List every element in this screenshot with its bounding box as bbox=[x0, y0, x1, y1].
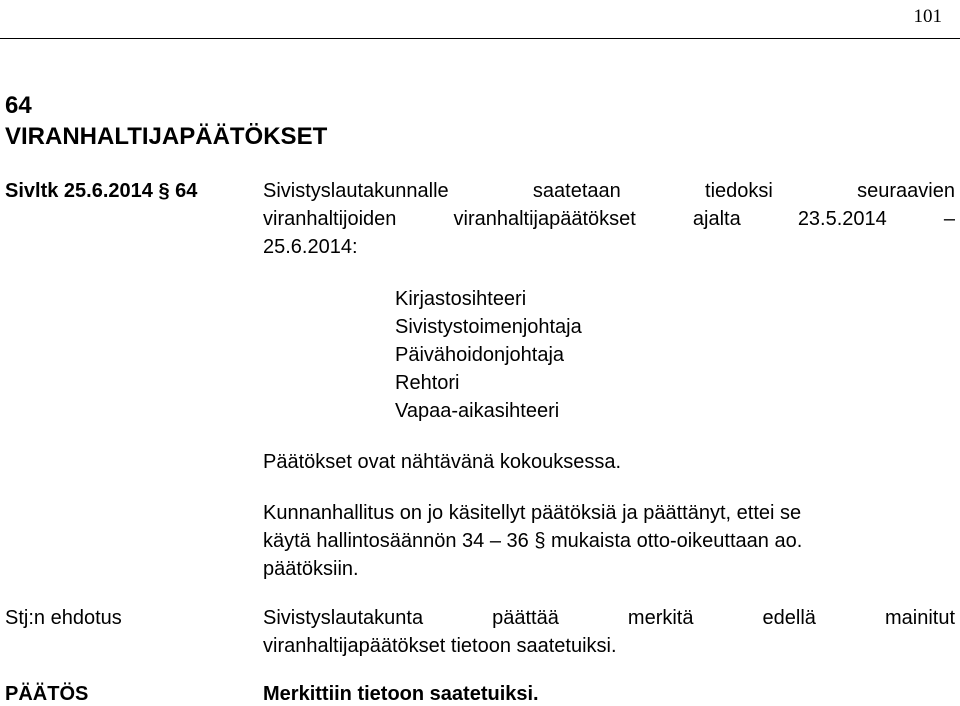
official-item: Sivistystoimenjohtaja bbox=[395, 316, 582, 338]
proposal-word: edellä bbox=[762, 607, 816, 629]
intro-word: 23.5.2014 bbox=[797, 208, 887, 230]
intro-line-3: 25.6.2014: bbox=[263, 236, 358, 258]
intro-word: viranhaltijapäätökset bbox=[453, 208, 636, 230]
intro-line-1 bbox=[263, 180, 955, 203]
official-item: Rehtori bbox=[395, 372, 460, 394]
official-item: Kirjastosihteeri bbox=[395, 288, 527, 310]
council-note-line: päätöksiin. bbox=[263, 558, 359, 580]
council-note-line: Kunnanhallitus on jo käsitellyt päätöksiä ja päättänyt, ettei se bbox=[263, 502, 802, 524]
intro-line-2 bbox=[263, 208, 955, 231]
official-item: Päivähoidonjohtaja bbox=[395, 344, 565, 366]
intro-word: saatetaan bbox=[532, 180, 621, 202]
proposal-line-1 bbox=[263, 607, 955, 630]
official-item: Vapaa-aikasihteeri bbox=[395, 400, 560, 422]
proposal-word: Sivistyslautakunta bbox=[263, 607, 424, 629]
section-number: 64 bbox=[5, 92, 32, 119]
intro-word: tiedoksi bbox=[705, 180, 773, 202]
intro-word: seuraavien bbox=[857, 180, 955, 202]
intro-word: Sivistyslautakunnalle bbox=[263, 180, 449, 202]
section-title: VIRANHALTIJAPÄÄTÖKSET bbox=[5, 123, 328, 150]
header-divider bbox=[0, 38, 960, 39]
proposal-word: mainitut bbox=[884, 607, 955, 629]
proposal-line-2: viranhaltijapäätökset tietoon saatetuiksi. bbox=[263, 635, 617, 657]
display-note: Päätökset ovat nähtävänä kokouksessa. bbox=[263, 451, 622, 473]
page-number: 101 bbox=[913, 6, 942, 27]
intro-word: ajalta bbox=[692, 208, 741, 230]
intro-word: viranhaltijoiden bbox=[263, 208, 397, 230]
case-reference: Sivltk 25.6.2014 § 64 bbox=[5, 180, 198, 202]
intro-word: – bbox=[943, 208, 955, 230]
proposal-word: merkitä bbox=[627, 607, 694, 629]
decision-text: Merkittiin tietoon saatetuiksi. bbox=[263, 683, 539, 705]
proposal-word: päättää bbox=[492, 607, 559, 629]
proposal-label: Stj:n ehdotus bbox=[5, 607, 122, 629]
council-note-line: käytä hallintosäännön 34 – 36 § mukaista otto-oikeuttaan ao. bbox=[263, 530, 803, 552]
decision-label: PÄÄTÖS bbox=[5, 683, 89, 705]
